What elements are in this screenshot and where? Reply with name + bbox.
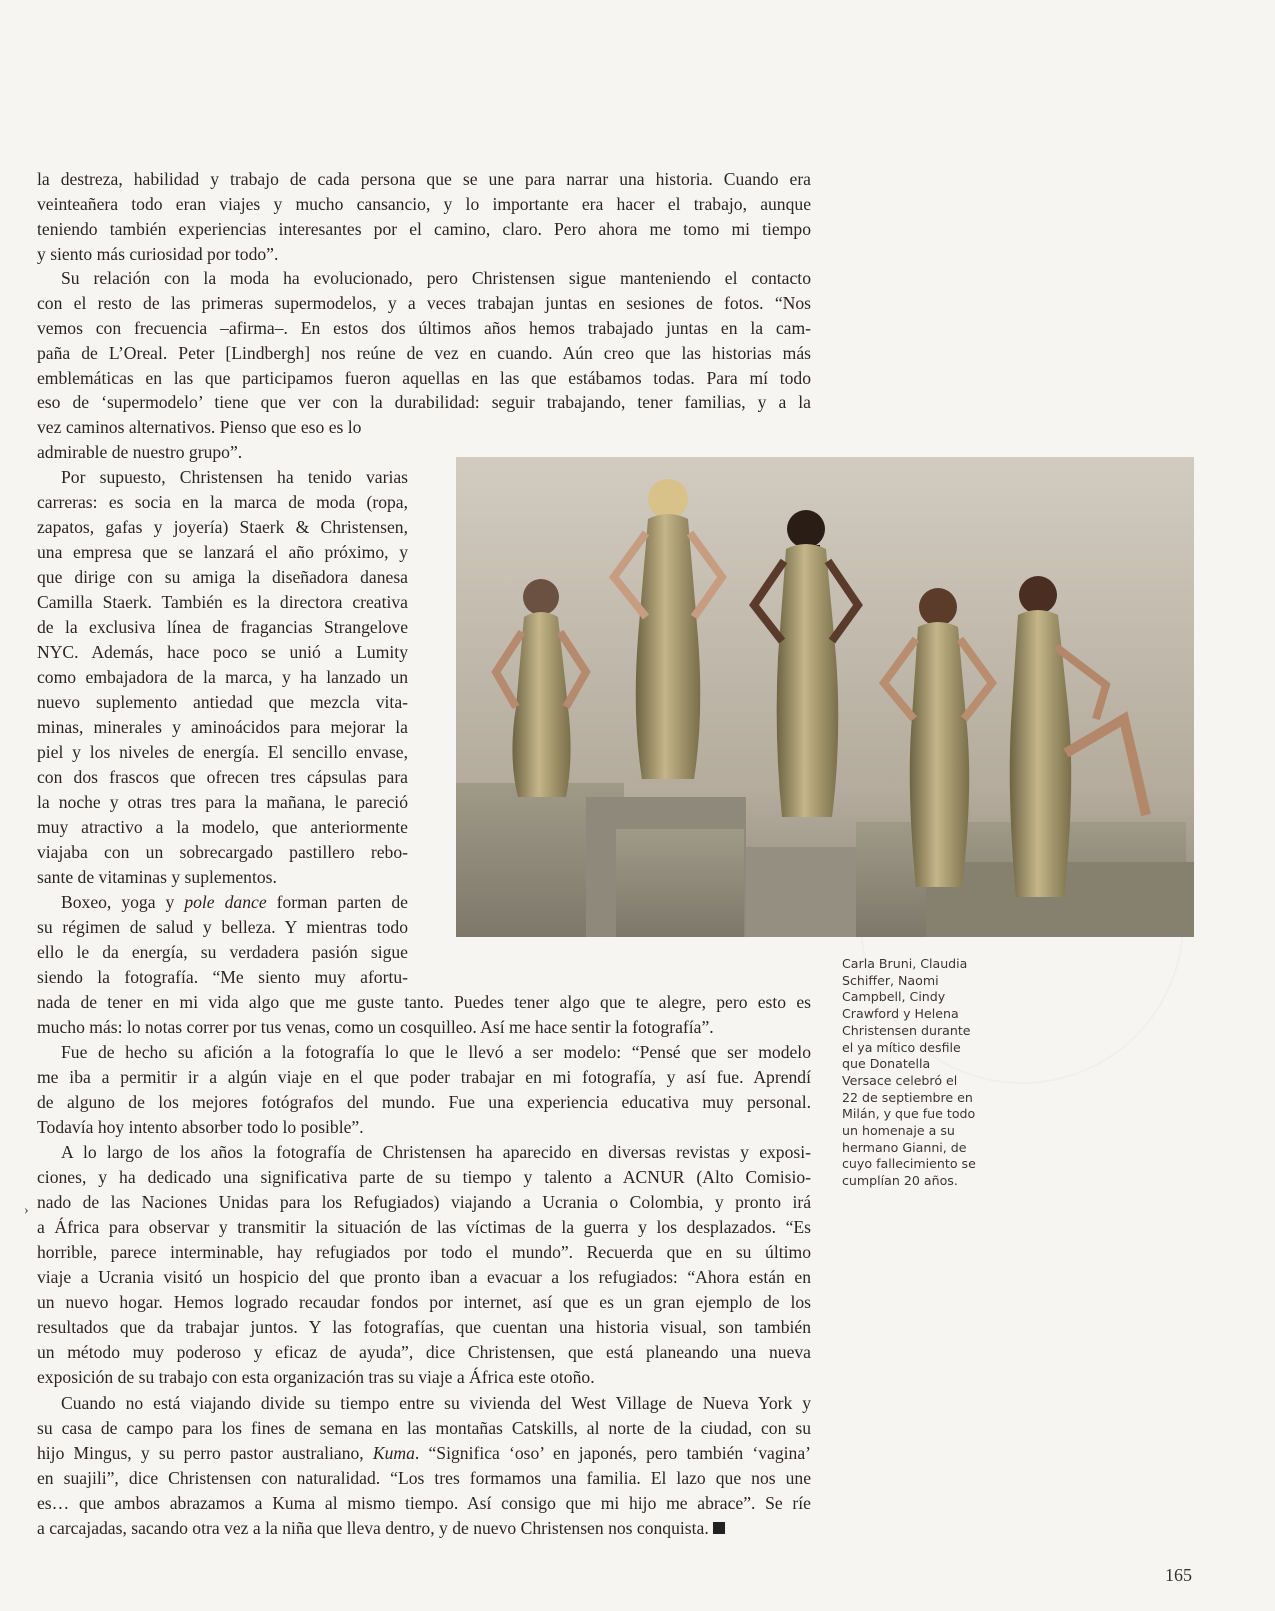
article-line: Cuando no está viajando divide su tiempo entre su vivienda del West Village de Nueva York y [61, 1393, 811, 1413]
caption-line: hermano Gianni, de [842, 1139, 967, 1155]
article-line: hijo Mingus, y su perro pastor australiano, Kuma. “Significa ‘oso’ en japonés, pero también ‘vagina’ [37, 1443, 811, 1463]
article-line: teniendo también experiencias interesantes por el camino, claro. Pero ahora me tomo mi tiempo [37, 219, 811, 239]
caption-line: cuyo fallecimiento se [842, 1156, 976, 1172]
article-line: la destreza, habilidad y trabajo de cada persona que se une para narrar una historia. Cuando era [37, 169, 811, 189]
end-of-article-mark [713, 1522, 725, 1534]
article-line: Boxeo, yoga y pole dance forman parten de [61, 892, 408, 912]
article-line: ello le da energía, su verdadera pasión sigue [37, 942, 408, 962]
article-line: de alguno de los mejores fotógrafos del mundo. Fue una experiencia educativa muy personal. [37, 1092, 811, 1112]
article-line: sante de vitaminas y suplementos. [37, 867, 277, 887]
article-line: y siento más curiosidad por todo”. [37, 244, 279, 264]
article-line: con dos frascos que ofrecen tres cápsulas para [37, 767, 408, 787]
article-line: un nuevo hogar. Hemos logrado recaudar fondos por internet, así que es un gran ejemplo de los [37, 1292, 811, 1312]
page-number: 165 [1165, 1565, 1192, 1585]
article-line: carreras: es socia en la marca de moda (ropa, [37, 492, 408, 512]
italic-phrase: pole dance [184, 892, 267, 912]
article-line: Fue de hecho su afición a la fotografía lo que le llevó a ser modelo: “Pensé que ser modelo [61, 1042, 811, 1062]
caption-line: que Donatella [842, 1056, 931, 1072]
caption-line: un homenaje a su [842, 1123, 955, 1139]
article-line: zapatos, gafas y joyería) Staerk & Christensen, [37, 517, 408, 537]
article-line: nuevo suplemento antiedad que mezcla vita- [37, 692, 408, 712]
article-line: paña de L’Oreal. Peter [Lindbergh] nos reúne de vez en cuando. Aún creo que las historias más [37, 343, 811, 363]
article-line: es… que ambos abrazamos a Kuma al mismo tiempo. Así consigo que mi hijo me abrace”. Se ríe [37, 1493, 811, 1513]
article-line: veinteañera todo eran viajes y mucho cansancio, y lo importante era hacer el trabajo, aunque [37, 194, 811, 214]
article-line: su régimen de salud y belleza. Y mientras todo [37, 917, 408, 937]
article-line: un método muy poderoso y eficaz de ayuda”, dice Christensen, que está planeando una nueva [37, 1342, 811, 1362]
article-line: Camilla Staerk. También es la directora creativa [37, 592, 408, 612]
article-last-line-text: a carcajadas, sacando otra vez a la niña que lleva dentro, y de nuevo Christensen nos conquista. [37, 1518, 709, 1538]
article-line: piel y los niveles de energía. El sencillo envase, [37, 742, 408, 762]
caption-line: Carla Bruni, Claudia [842, 956, 968, 971]
article-line: Su relación con la moda ha evolucionado, pero Christensen sigue manteniendo el contacto [61, 268, 811, 288]
article-line: A lo largo de los años la fotografía de Christensen ha aparecido en diversas revistas y exposi- [61, 1142, 811, 1162]
article-line: siendo la fotografía. “Me siento muy afortu- [37, 967, 408, 987]
article-line: una empresa que se lanzará el año próximo, y [37, 542, 408, 562]
article-line: emblemáticas en las que participamos fueron aquellas en las que estábamos todas. Para mí todo [37, 368, 811, 388]
article-line: vemos con frecuencia –afirma–. En estos dos últimos años hemos trabajado juntas en la cam- [37, 318, 811, 338]
caption-line: 22 de septiembre en [842, 1089, 973, 1105]
photo-caption [842, 956, 1007, 1190]
caption-line: Christensen durante [842, 1022, 971, 1038]
caption-line: Milán, y que fue todo [842, 1106, 976, 1122]
article-line: Todavía hoy intento absorber todo lo posible”. [37, 1117, 364, 1137]
article-line: me iba a permitir ir a algún viaje en el que poder trabajar en mi fotografía, y así fue. Aprendí [37, 1067, 811, 1087]
margin-mark: › [24, 1203, 29, 1218]
article-line: minas, minerales y aminoácidos para mejorar la [37, 717, 408, 737]
article-line: Por supuesto, Christensen ha tenido varias [61, 467, 408, 487]
article-line: a África para observar y transmitir la situación de las víctimas de la guerra y los desplazados. “Es [37, 1217, 811, 1237]
caption-line: Versace celebró el [842, 1072, 958, 1088]
article-line: eso de ‘supermodelo’ tiene que ver con la durabilidad: seguir trabajando, tener familias, y a la [37, 392, 811, 412]
article-line: NYC. Además, hace poco se unió a Lumity [37, 642, 408, 662]
article-line: horrible, parece interminable, hay refugiados por todo el mundo”. Recuerda que en su último [37, 1242, 811, 1262]
article-line: la noche y otras tres para la mañana, le pareció [37, 792, 408, 812]
article-line: que dirige con su amiga la diseñadora danesa [37, 567, 408, 587]
article-line: mucho más: lo notas correr por tus venas, como un cosquilleo. Así me hace sentir la fotografía”. [37, 1017, 714, 1037]
article-line: nado de las Naciones Unidas para los Refugiados) viajando a Ucrania o Colombia, y pronto irá [37, 1192, 811, 1212]
article-line: muy atractivo a la modelo, que anteriormente [37, 817, 408, 837]
article-line: nada de tener en mi vida algo que me guste tanto. Puedes tener algo que te alegre, pero esto es [37, 992, 811, 1012]
caption-line: Schiffer, Naomi [842, 972, 939, 988]
italic-phrase: Kuma [372, 1443, 415, 1463]
runway-photo [456, 457, 1194, 937]
article-line: vez caminos alternativos. Pienso que eso es lo [37, 417, 362, 437]
caption-line: el ya mítico desfile [842, 1039, 961, 1055]
caption-line: Campbell, Cindy [842, 989, 946, 1005]
article-line: de la exclusiva línea de fragancias Strangelove [37, 617, 408, 637]
article-line: con el resto de las primeras supermodelos, y a veces trabajan juntas en sesiones de fotos. “Nos [37, 293, 811, 313]
article-line: su casa de campo para los fines de semana en las montañas Catskills, al norte de la ciudad, con su [37, 1418, 811, 1438]
article-line: admirable de nuestro grupo”. [37, 442, 243, 462]
article-line: en suajili”, dice Christensen con naturalidad. “Los tres formamos una familia. El lazo que nos une [37, 1468, 811, 1488]
article-line: exposición de su trabajo con esta organización tras su viaje a África este otoño. [37, 1367, 595, 1387]
article-line: viaje a Ucrania visitó un hospicio del que pronto iban a evacuar a los refugiados: “Ahora están en [37, 1267, 811, 1287]
article-line: resultados que da trabajar juntos. Y las fotografías, que cuentan una historia visual, son también [37, 1317, 811, 1337]
article-line: como embajadora de la marca, y ha lanzado un [37, 667, 408, 687]
caption-line: Crawford y Helena [842, 1006, 959, 1022]
article-line: ciones, y ha dedicado una significativa parte de su tiempo y talento a ACNUR (Alto Comisio- [37, 1167, 811, 1187]
article-line: viajaba con un sobrecargado pastillero rebo- [37, 842, 408, 862]
article-line [37, 1516, 725, 1540]
caption-line: cumplían 20 años. [842, 1173, 958, 1189]
